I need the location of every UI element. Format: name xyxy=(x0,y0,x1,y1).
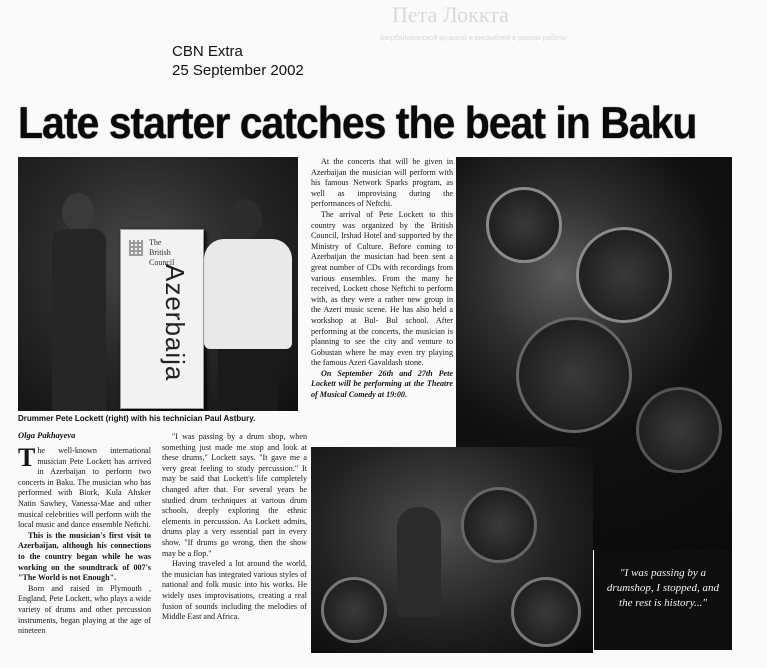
british-council-banner xyxy=(120,229,204,409)
drum-shape xyxy=(321,577,387,643)
drum-shape xyxy=(576,227,672,323)
photo-drummer-and-technician xyxy=(18,157,298,411)
article-headline: Late starter catches the beat in Baku xyxy=(18,98,697,148)
paragraph: The arrival of Pete Lockett to this country was organized by the British Council, Irshad Hotel and supported by the Ministry of Culture. Before coming to Azerbaijan the musician had been sent a great number of CDs with recordings from various ensembles. From the many he received, Lockett chose Neftchi to perform with, as they were a rather new group in the Azeri music scene. He has also held a workshop at Bul- Bul school. After performing at the concerts, the musician is planning to see the city and venture to Gobustan where he may even try playing the famous Azeri Gavaldash stone. xyxy=(311,209,453,368)
paragraph: At the concerts that will be given in Azerbaijan the musician will perform with his famous Network Sparks program, as well as improvising during the performances of Neftchi. xyxy=(311,157,453,209)
pull-quote-box xyxy=(594,550,732,650)
paragraph: "I was passing by a drum shop, when something just made me stop and look at these drums," Lockett says. "It gave me a very great feeling to study percussion." It may be said that Lockett's life completely changed after that. For several years he studied drum techniques at various drum schools, deeply exploring the ethnic elements in percussion. As Lockett admits, drums play a very essential part in every show. "If drums go wrong, then the show may be a flop." xyxy=(162,432,307,558)
technician-figure xyxy=(52,193,106,411)
photo-performance xyxy=(311,447,593,653)
bleed-through-title: Пета Локкта xyxy=(392,2,509,27)
paragraph: Born and raised in Plymouth , England, Pete Lockett, who plays a wide variety of drums and other percussion instruments, began playing at the age of nineteen xyxy=(18,583,151,636)
pull-quote: "I was passing by a drumshop, I stopped, and the rest is history..." xyxy=(606,567,720,609)
drop-cap: T xyxy=(18,443,36,472)
drum-shape xyxy=(636,387,722,473)
drummer-figure xyxy=(204,199,294,411)
publication-name: CBN Extra xyxy=(172,43,243,60)
paragraph: This is the musician's first visit to Azerbaijan, although his connections to the country began while he was working on the soundtrack of 007's "The World is not Enough". xyxy=(18,530,151,583)
drum-shape xyxy=(486,187,562,263)
banner-org-name: The British Council xyxy=(149,238,175,267)
author-byline: Olga Pakhayeva xyxy=(18,430,76,440)
drum-shape xyxy=(516,317,632,433)
paragraph: The well-known international musician Pete Lockett has arrived in Azerbaijan to perform two concerts in Baku. The musician who has performed with Biork, Kula Ahsker Natin Sawhey, Vanessa-Mae and other musical celebrities will perform with the local music and dance ensemble Neftchi. xyxy=(18,443,151,530)
publication-source xyxy=(172,42,304,80)
paragraph: Having traveled a lot around the world, the musician has integrated various styles of national and folk music into his works. He widely uses improvisations, creating a real fusion of sounds including the melodies of Middle East and Africa. xyxy=(162,559,307,622)
article-column-2 xyxy=(162,432,307,623)
article-column-1 xyxy=(18,443,151,637)
british-council-logo-icon xyxy=(129,240,143,256)
drum-shape xyxy=(511,577,581,647)
drum-shape xyxy=(461,487,537,563)
publication-date: 25 September 2002 xyxy=(172,62,304,79)
photo-caption: Drummer Pete Lockett (right) with his technician Paul Astbury. xyxy=(18,414,256,423)
article-column-3 xyxy=(311,157,453,401)
performer-figure xyxy=(397,507,441,617)
paragraph-performance-dates: On September 26th and 27th Pete Lockett will be performing at the Theatre of Musical Comedy at 19:00. xyxy=(311,368,453,400)
banner-text: Azerbaija xyxy=(160,264,190,382)
bleed-through-text: азербайджанской музыкой и ансамблей в рамках работы xyxy=(380,35,567,42)
